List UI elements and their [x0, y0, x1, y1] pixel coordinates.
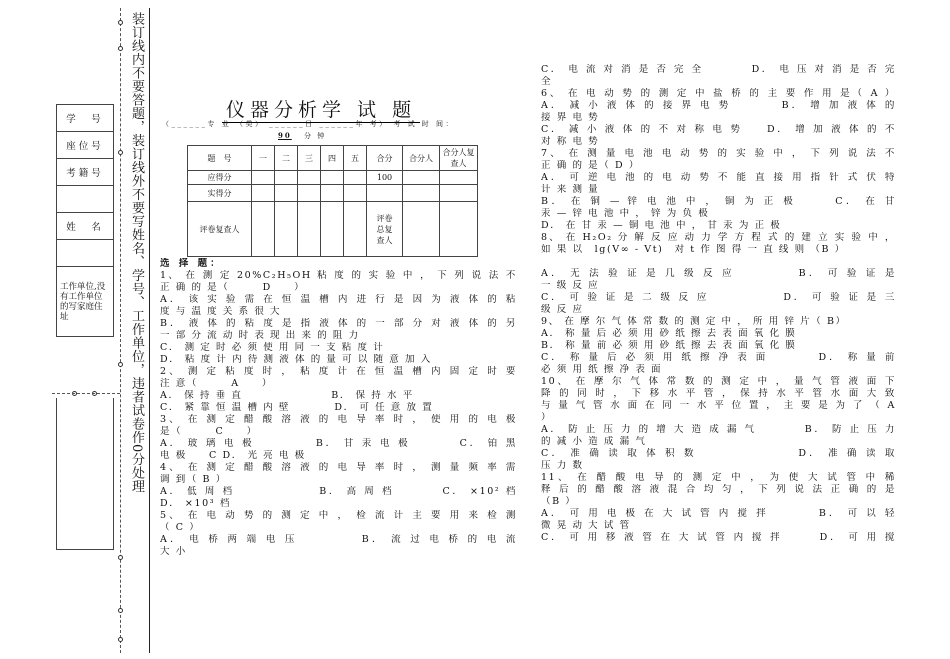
info-name[interactable]: 姓 名 — [57, 213, 114, 240]
question-line: A． 该 实 验 需 在 恒 温 槽 内 进 行 是 因 为 液 体 的 粘 — [160, 294, 517, 305]
question-line: A． 可 用 电 极 在 大 试 管 内 搅 拌 B． 可 以 轻 — [541, 508, 896, 519]
binding-hole-icon — [118, 362, 123, 367]
question-line: ） — [541, 412, 553, 423]
question-line: A． 称 量 后 必 须 用 砂 纸 擦 去 表 面 氧 化 膜 — [541, 328, 797, 339]
question-line: （B ） — [541, 496, 577, 507]
question-line: C． 电 流 对 消 是 否 完 全 D． 电 压 对 消 是 否 完 — [541, 64, 896, 75]
score-col-header: 三 — [298, 146, 321, 171]
score-col-header: 合分人 — [403, 146, 440, 171]
binding-hole-icon — [118, 20, 123, 25]
question-line: D． ×10³ 档 — [160, 498, 231, 509]
info-work-unit[interactable]: 工作单位,没有工作单位的写家庭住址 — [57, 267, 114, 337]
score-cell[interactable] — [440, 185, 478, 202]
question-line: B． 在 铜 — 锌 电 池 中 ， 铜 为 正 极 C． 在 甘 — [541, 196, 896, 207]
question-line: C． 测 定 时 必 须 使 用 同 一 支 粘 度 计 — [160, 342, 385, 353]
score-cell[interactable] — [321, 202, 344, 257]
info-divider — [52, 393, 120, 394]
question-line: 是（ C ） — [160, 426, 258, 437]
info-student-number[interactable]: 学 号 — [57, 105, 114, 132]
question-line: （ C ） — [160, 522, 201, 533]
score-total — [367, 185, 403, 202]
score-total: 100 — [367, 171, 403, 185]
question-line: A． 可 逆 电 池 的 电 动 势 不 能 直 接 用 指 针 式 伏 特 — [541, 172, 896, 183]
question-line: A． 减 小 液 体 的 接 界 电 势 B． 增 加 液 体 的 — [541, 100, 896, 111]
score-reviewer: 评卷总复查人 — [367, 202, 403, 257]
score-col-header: 合分人复查人 — [440, 146, 478, 171]
question-line: 9、 在 摩 尔 气 体 常 数 的 测 定 中 ， 所 用 锌 片（ B） — [541, 316, 847, 327]
question-line: 8、 在 H₂O₂ 分 解 反 应 动 力 学 方 程 式 的 建 立 实 验 中 ， — [541, 232, 896, 243]
info-lower-box — [56, 398, 114, 550]
score-cell[interactable] — [440, 171, 478, 185]
score-table — [187, 145, 478, 257]
question-line: A． 低 周 档 B． 高 周 档 C． ×10² 档 — [160, 486, 517, 497]
question-line: B． 液 体 的 粘 度 是 指 液 体 的 一 部 分 对 液 体 的 另 — [160, 318, 517, 329]
score-cell[interactable] — [403, 185, 440, 202]
score-row-label: 评卷复查人 — [188, 202, 252, 257]
question-line: 释 后 的 醋 酸 溶 液 混 合 均 匀 ， 下 列 说 法 正 确 的 是 — [541, 484, 896, 495]
score-cell[interactable] — [321, 171, 344, 185]
score-col-header: 二 — [275, 146, 298, 171]
score-row-label: 应得分 — [188, 171, 252, 185]
score-cell[interactable] — [321, 185, 344, 202]
question-line: 降 的 同 时 ， 下 移 水 平 管 ， 保 持 水 平 管 水 面 大 致 — [541, 388, 896, 399]
question-line: C． 减 小 液 体 的 不 对 称 电 势 D． 增 加 液 体 的 不 — [541, 124, 896, 135]
question-line: D． 粘 度 计 内 待 测 液 体 的 量 可 以 随 意 加 入 — [160, 354, 432, 365]
question-line: 全 — [541, 76, 553, 87]
score-cell[interactable] — [275, 185, 298, 202]
question-line: A． 防 止 压 力 的 增 大 造 成 漏 气 B． 防 止 压 力 — [541, 424, 896, 435]
score-cell[interactable] — [344, 185, 367, 202]
question-line: 微 晃 动 大 试 管 — [541, 520, 631, 531]
question-line: C． 准 确 读 取 体 积 数 D． 准 确 读 取 — [541, 448, 896, 459]
question-line: 一 级 反 应 — [541, 280, 600, 291]
question-line: 与 量 气 管 水 面 在 同 一 水 平 位 置 ， 主 要 是 为 了 （ A — [541, 400, 896, 411]
score-col-header: 一 — [252, 146, 275, 171]
question-line: 4、 在 测 定 醋 酸 溶 液 的 电 导 率 时 ， 测 量 频 率 需 — [160, 462, 517, 473]
question-line: A． 保 持 垂 直 B． 保 持 水 平 — [160, 390, 414, 401]
exam-title: 仪器分析学 试 题 — [222, 95, 420, 123]
question-line: 5、 在 电 动 势 的 测 定 中 ， 检 流 计 主 要 用 来 检 测 — [160, 510, 517, 521]
student-info-table — [56, 104, 114, 337]
exam-duration-unit: 分 钟 — [303, 132, 327, 140]
info-exam-registration[interactable]: 考籍号 — [57, 159, 114, 186]
question-line: D． 在 甘 汞 — 铜 电 池 中 ， 甘 汞 为 正 极 — [541, 220, 782, 231]
question-line: 1、 在 测 定 20%C₂H₅OH 粘 度 的 实 验 中 ， 下 列 说 法 不 — [160, 270, 517, 281]
score-cell[interactable] — [403, 171, 440, 185]
score-cell[interactable] — [252, 185, 275, 202]
question-line: 10、 在 摩 尔 气 体 常 数 的 测 定 中 ， 量 气 管 液 面 下 — [541, 376, 896, 387]
score-col-header: 四 — [321, 146, 344, 171]
info-seat-number[interactable]: 座位号 — [57, 132, 114, 159]
binding-hole-icon — [118, 555, 123, 560]
question-line: 7、 在 测 量 电 池 电 动 势 的 实 验 中 ， 下 列 说 法 不 — [541, 148, 896, 159]
exam-duration-value: 90 — [278, 131, 292, 140]
question-line: 6、 在 电 动 势 的 测 定 中 盐 桥 的 主 要 作 用 是（ A ） — [541, 88, 896, 99]
question-line: 调 到（ B ） — [160, 474, 227, 485]
question-line: 对 称 电 势 — [541, 136, 600, 147]
score-cell[interactable] — [344, 202, 367, 257]
binding-hole-icon — [118, 150, 123, 155]
score-cell[interactable] — [275, 202, 298, 257]
score-cell[interactable] — [440, 202, 478, 257]
question-line — [541, 256, 896, 268]
info-spacer — [57, 240, 114, 267]
score-cell[interactable] — [298, 185, 321, 202]
score-cell[interactable] — [298, 202, 321, 257]
question-line: 2、 测 定 粘 度 时 ， 粘 度 计 在 恒 温 槽 内 固 定 时 要 — [160, 366, 517, 377]
question-line: B． 称 量 前 必 须 用 砂 纸 擦 去 表 面 氧 化 膜 — [541, 340, 797, 351]
question-line: 度 与 温 度 关 系 很 大 — [160, 306, 282, 317]
question-line: C． 称 量 后 必 须 用 纸 擦 净 表 面 D． 称 量 前 — [541, 352, 896, 363]
binding-hole-icon — [118, 637, 123, 642]
question-line: 必 须 用 纸 擦 净 表 面 — [541, 364, 663, 375]
question-line: 电 极 C D． 光 亮 电 极 — [160, 450, 306, 461]
question-line: 的 减 小 造 成 漏 气 — [541, 436, 647, 447]
binding-hole-icon — [118, 608, 123, 613]
info-spacer — [57, 186, 114, 213]
question-line: 级 反 应 — [541, 304, 584, 315]
section-heading: 选 择 题： — [160, 258, 223, 269]
questions-right-column — [541, 64, 896, 544]
question-line: 正 确 的 是（ D ） — [541, 160, 640, 171]
question-line: 大 小 — [160, 546, 187, 557]
question-line: 如 果 以 lg(V∞ - Vt) 对 t 作 图 得 一 直 线 则 （B ） — [541, 244, 846, 255]
score-col-header: 五 — [344, 146, 367, 171]
question-line: 接 界 电 势 — [541, 112, 600, 123]
binding-hole-icon — [118, 46, 123, 51]
score-cell[interactable] — [344, 171, 367, 185]
score-cell[interactable] — [275, 171, 298, 185]
binding-solid-line — [149, 8, 150, 653]
question-line: C． 可 验 证 是 二 级 反 应 D． 可 验 证 是 三 — [541, 292, 896, 303]
question-line: 3、 在 测 定 醋 酸 溶 液 的 电 导 率 时 ， 使 用 的 电 极 — [160, 414, 517, 425]
question-line: 11、 在 醋 酸 电 导 的 测 定 中 ， 为 使 大 试 管 中 稀 — [541, 472, 896, 483]
question-line: 正 确 的 是（ D ） — [160, 282, 306, 293]
score-cell[interactable] — [252, 171, 275, 185]
score-cell[interactable] — [252, 202, 275, 257]
question-line: C． 可 用 移 液 管 在 大 试 管 内 搅 拌 D． 可 用 搅 — [541, 532, 896, 543]
exam-subtitle: （______专 业 （类） ______日 ______年 考） 考 试 时 间： — [162, 120, 456, 128]
score-col-header: 合分 — [367, 146, 403, 171]
question-line: A． 无 法 验 证 是 几 级 反 应 B． 可 验 证 是 — [541, 268, 896, 279]
score-cell[interactable] — [298, 171, 321, 185]
question-line: A． 玻 璃 电 极 B． 甘 汞 电 极 C． 铂 黑 — [160, 438, 517, 449]
question-line: 汞 — 锌 电 池 中 ， 锌 为 负 极 — [541, 208, 710, 219]
questions-left-column — [160, 258, 517, 558]
exam-duration — [270, 131, 326, 141]
question-line: 一 部 分 流 动 时 表 现 出 来 的 阻 力 — [160, 330, 360, 341]
question-line: 计 来 测 量 — [541, 184, 600, 195]
question-line: 压 力 数 — [541, 460, 584, 471]
binding-note: 装订线内不要答题，装订线外不要写姓名、学号、工作单位，违者试卷作0分处理 — [129, 12, 144, 494]
score-row-label: 实得分 — [188, 185, 252, 202]
question-line: A． 电 桥 两 端 电 压 B． 流 过 电 桥 的 电 流 — [160, 534, 517, 545]
score-cell[interactable] — [403, 202, 440, 257]
question-line: C． 紧 靠 恒 温 槽 内 壁 D． 可 任 意 放 置 — [160, 402, 434, 413]
question-line: 注 意（ A ） — [160, 378, 273, 389]
score-col-header: 题 号 — [188, 146, 252, 171]
